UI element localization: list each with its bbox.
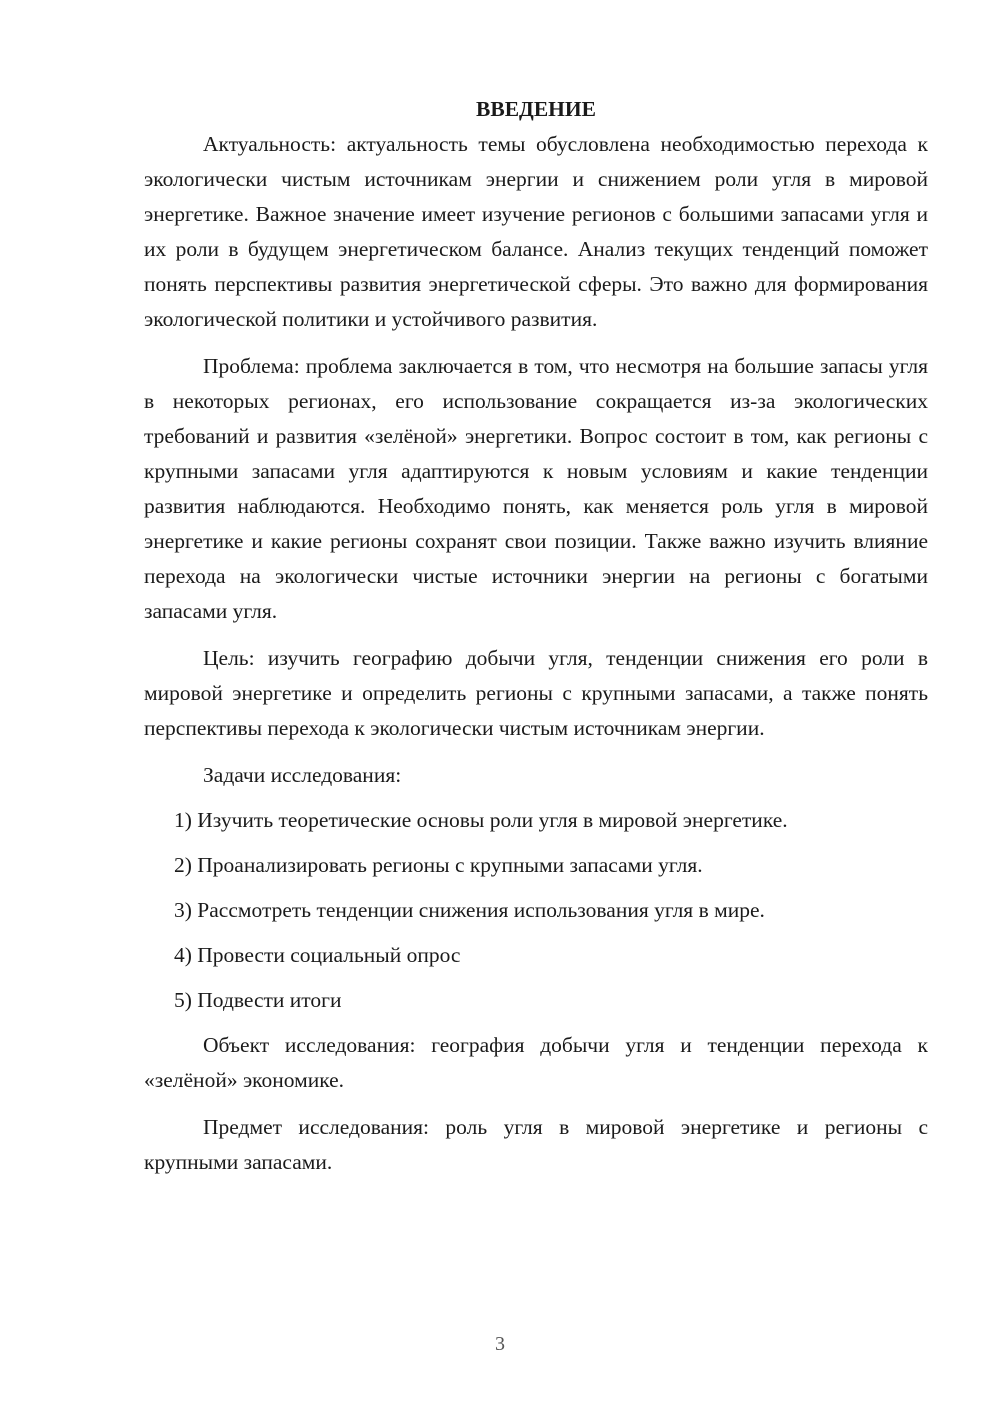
paragraph-goal: Цель: изучить географию добычи угля, тенденции снижения его роли в мировой энергетике и определить регионы с крупными запасами, а также понять перспективы перехода к экологически чистым источникам энергии. [144,646,928,740]
task-item: 5) Подвести итоги [174,988,342,1012]
paragraph-problem: Проблема: проблема заключается в том, что несмотря на большие запасы угля в некоторых регионах, его использование сокращается из-за экологических требований и развития «зелёной» энергетики. Вопрос состоит в том, как регионы с крупными запасами угля адаптируются к новым условиям и какие тенденции развития наблюдаются. Необходимо понять, как меняется роль угля в мировой энергетике и какие регионы сохранят свои позиции. Также важно изучить влияние перехода на экологически чистые источники энергии на регионы с богатыми запасами угля. [144,354,928,623]
paragraph-subject: Предмет исследования: роль угля в мировой энергетике и регионы с крупными запасами. [144,1115,928,1174]
task-item: 3) Рассмотреть тенденции снижения использования угля в мире. [174,898,765,922]
section-title: ВВЕДЕНИЕ [476,97,596,121]
tasks-heading: Задачи исследования: [203,763,402,787]
task-item: 1) Изучить теоретические основы роли угля в мировой энергетике. [174,808,788,832]
page-number: 3 [495,1333,505,1355]
paragraph-object: Объект исследования: география добычи угля и тенденции перехода к «зелёной» экономике. [144,1033,928,1092]
tasks-list [144,803,928,1018]
paragraph-relevance: Актуальность: актуальность темы обусловлена необходимостью перехода к экологически чистым источникам энергии и снижением роли угля в мировой энергетике. Важное значение имеет изучение регионов с большими запасами угля и их роли в будущем энергетическом балансе. Анализ текущих тенденций поможет понять перспективы развития энергетической сферы. Это важно для формирования экологической политики и устойчивого развития. [144,132,928,331]
task-item: 4) Провести социальный опрос [174,943,461,967]
task-item: 2) Проанализировать регионы с крупными запасами угля. [174,853,703,877]
document-page [144,92,928,1180]
